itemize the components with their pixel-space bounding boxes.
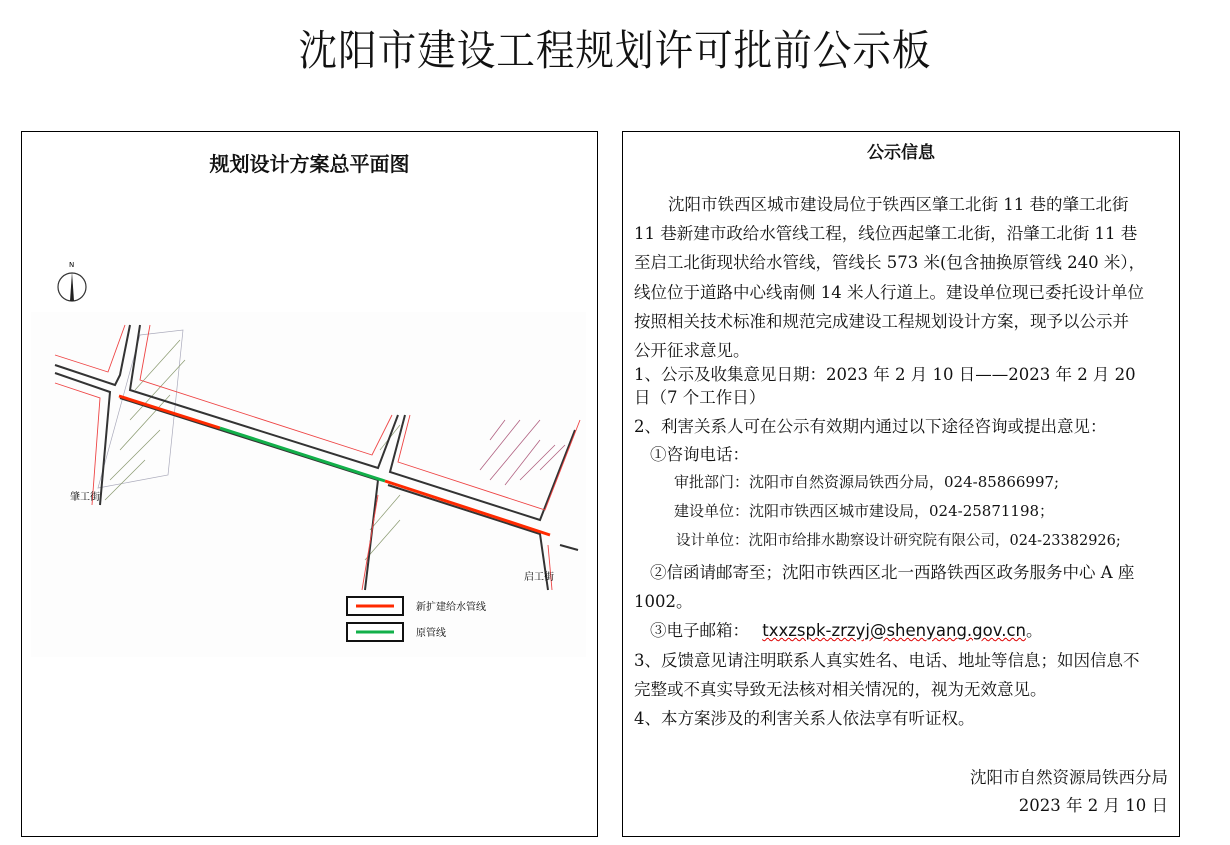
- notice-line: 完整或不真实导致无法核对相关情况的，视为无效意见。: [634, 680, 1047, 699]
- notice-line: 线位位于道路中心线南侧 14 米人行道上。建设单位现已委托设计单位: [634, 283, 1144, 302]
- north-label: N: [69, 261, 75, 269]
- signature: 沈阳市自然资源局铁西分局: [970, 768, 1168, 787]
- email-link[interactable]: txxzspk-zrzyj@shenyang.gov.cn: [762, 621, 1026, 640]
- notice-line: 按照相关技术标准和规范完成建设工程规划设计方案，现予以公示并: [634, 312, 1129, 331]
- street-label-west: 肇工街: [70, 492, 100, 503]
- notice-date: 2023 年 2 月 10 日: [1018, 796, 1168, 815]
- north-arrow-icon: [58, 272, 86, 301]
- notice-line: 至启工北街现状给水管线，管线长 573 米(包含抽换原管线 240 米），: [634, 253, 1146, 272]
- map-background: [31, 312, 586, 657]
- notice-line: 审批部门：沈阳市自然资源局铁西分局，024-85866997;: [674, 473, 1060, 491]
- street-label-east: 启工街: [524, 572, 554, 583]
- email-label: ③电子邮箱：: [650, 621, 749, 640]
- email-suffix: 。: [1025, 621, 1043, 640]
- notice-line: 1、公示及收集意见日期：2023 年 2 月 10 日——2023 年 2 月 20: [634, 365, 1136, 384]
- legend-existing-pipe: 原管线: [416, 628, 446, 639]
- notice-line: 日（7 个工作日）: [634, 388, 766, 407]
- notice-line: 沈阳市铁西区城市建设局位于铁西区肇工北街 11 巷的肇工北街: [668, 195, 1129, 214]
- notice-line: 1002。: [634, 592, 693, 611]
- notice-line: [650, 617, 1042, 641]
- notice-line: 公开征求意见。: [634, 341, 750, 360]
- site-plan-heading: 规划设计方案总平面图: [209, 152, 410, 176]
- legend-new-pipe: 新扩建给水管线: [416, 602, 486, 613]
- notice-line: ②信函请邮寄至；沈阳市铁西区北一西路铁西区政务服务中心 A 座: [650, 563, 1135, 582]
- notice-line: 2、利害关系人可在公示有效期内通过以下途径咨询或提出意见：: [634, 417, 1107, 436]
- notice-line: 3、反馈意见请注明联系人真实姓名、电话、地址等信息；如因信息不: [634, 651, 1140, 670]
- notice-line: 11 巷新建市政给水管线工程，线位西起肇工北街，沿肇工北街 11 巷: [634, 224, 1138, 243]
- notice-heading: 公示信息: [867, 143, 935, 163]
- notice-line: 4、本方案涉及的利害关系人依法享有听证权。: [634, 709, 975, 728]
- notice-line: ①咨询电话：: [650, 445, 749, 464]
- page-title: 沈阳市建设工程规划许可批前公示板: [298, 26, 932, 75]
- notice-line: 设计单位：沈阳市给排水勘察设计研究院有限公司，024-23382926;: [676, 533, 1121, 549]
- notice-line: 建设单位：沈阳市铁西区城市建设局，024-25871198；: [674, 502, 1055, 520]
